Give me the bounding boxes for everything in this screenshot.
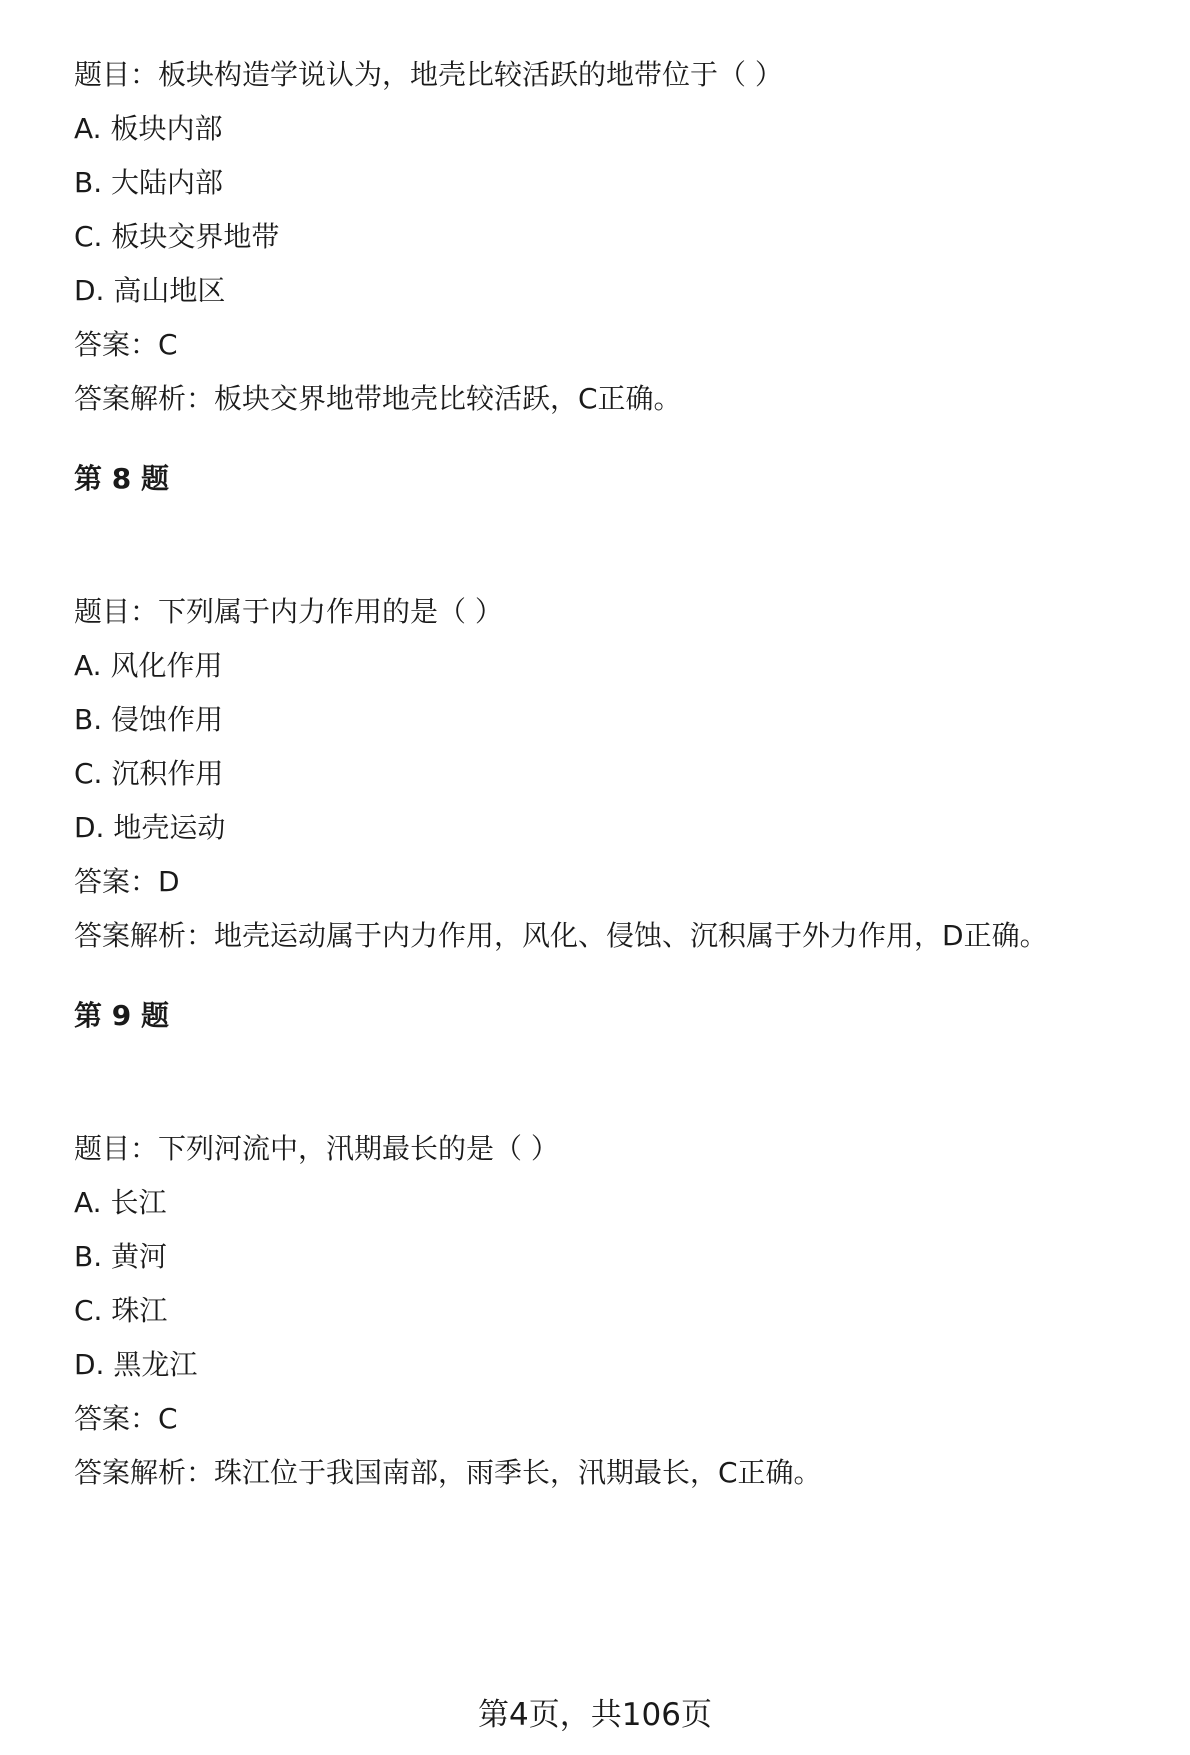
- question-text: 题目：下列属于内力作用的是（ ）: [74, 595, 503, 628]
- answer-text: 答案：C: [74, 328, 178, 361]
- option-a: A. 长江: [74, 1186, 167, 1219]
- option-c: C. 沉积作用: [74, 757, 224, 790]
- option-d: D. 高山地区: [74, 274, 226, 307]
- question-heading: 第 8 题: [74, 462, 169, 495]
- option-a: A. 风化作用: [74, 649, 223, 682]
- answer-text: 答案：D: [74, 865, 180, 898]
- option-a: A. 板块内部: [74, 112, 223, 145]
- option-c: C. 板块交界地带: [74, 220, 280, 253]
- page-number-footer: 第4页，共106页: [478, 1697, 712, 1733]
- option-c: C. 珠江: [74, 1294, 168, 1327]
- option-b: B. 侵蚀作用: [74, 703, 224, 736]
- question-text: 题目：板块构造学说认为，地壳比较活跃的地带位于（ ）: [74, 58, 783, 91]
- option-b: B. 大陆内部: [74, 166, 224, 199]
- answer-text: 答案：C: [74, 1402, 178, 1435]
- option-d: D. 地壳运动: [74, 811, 226, 844]
- question-text: 题目：下列河流中，汛期最长的是（ ）: [74, 1132, 559, 1165]
- explanation-text: 答案解析：地壳运动属于内力作用，风化、侵蚀、沉积属于外力作用，D正确。: [74, 919, 1048, 952]
- question-heading: 第 9 题: [74, 999, 169, 1032]
- explanation-text: 答案解析：珠江位于我国南部，雨季长，汛期最长，C正确。: [74, 1456, 822, 1489]
- explanation-text: 答案解析：板块交界地带地壳比较活跃，C正确。: [74, 382, 682, 415]
- option-d: D. 黑龙江: [74, 1348, 198, 1381]
- option-b: B. 黄河: [74, 1240, 168, 1273]
